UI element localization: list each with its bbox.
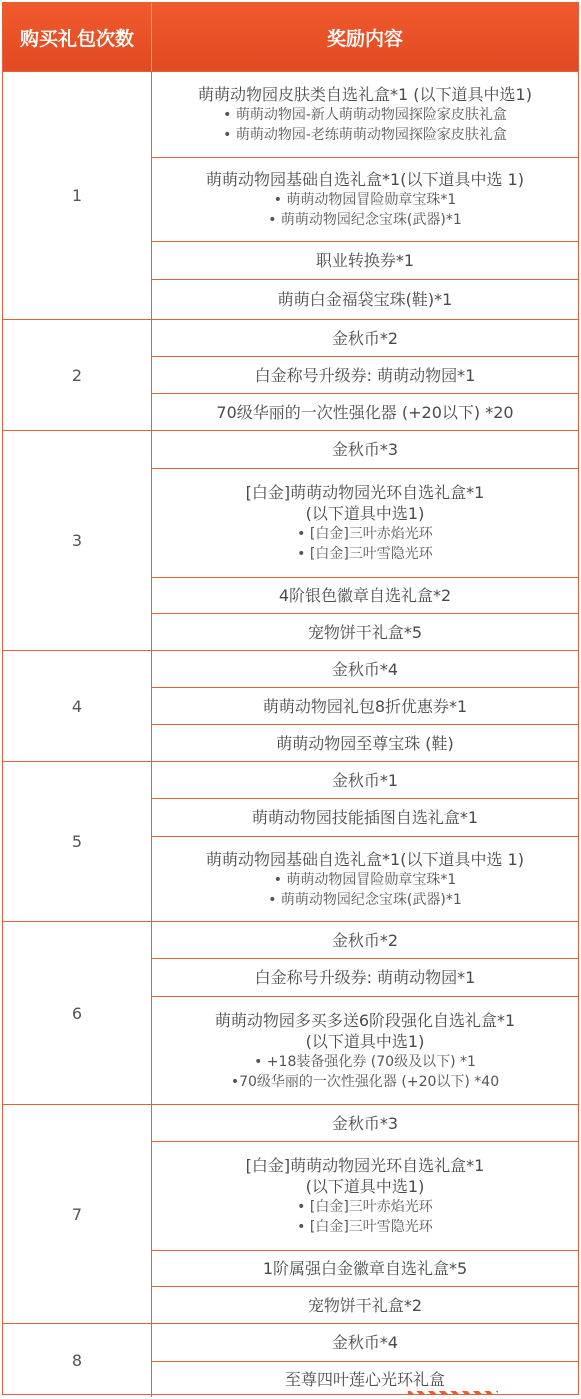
- reward-title: 至尊四叶莲心光环礼盒: [284, 1370, 445, 1389]
- reward-title: 宠物饼干礼盒*2: [307, 1295, 423, 1315]
- reward-title: (以下道具中选1): [305, 1177, 425, 1196]
- reward-title: 萌萌动物园多买多送6阶段强化自选礼盒*1: [214, 1010, 516, 1030]
- reward-option: • [白金]三叶雪隐光环: [297, 546, 433, 562]
- reward-list: [152, 320, 578, 430]
- header-reward-content: 奖励内容: [326, 27, 403, 50]
- reward-list: [152, 431, 578, 650]
- reward-title: 职业转换券*1: [315, 251, 415, 270]
- purchase-count-cell: 7: [3, 1105, 152, 1323]
- reward-title: 金秋币*1: [331, 770, 399, 790]
- header-purchase-count: 购买礼包次数: [3, 3, 152, 71]
- purchase-group: [3, 71, 578, 319]
- reward-title: [白金]萌萌动物园光环自选礼盒*1: [245, 483, 485, 502]
- reward-item: [152, 1286, 578, 1323]
- reward-item: [152, 1141, 578, 1250]
- purchase-group: [3, 430, 578, 650]
- reward-item: [152, 762, 578, 798]
- reward-item: [152, 1250, 578, 1286]
- reward-title: [白金]萌萌动物园光环自选礼盒*1: [245, 1156, 485, 1175]
- reward-title: 萌萌动物园皮肤类自选礼盒*1 (以下道具中选1): [198, 85, 532, 104]
- reward-item: [152, 320, 578, 356]
- reward-table: [2, 2, 579, 1395]
- reward-item: [152, 613, 578, 650]
- reward-item: [152, 577, 578, 613]
- purchase-count-cell: 4: [3, 651, 152, 761]
- purchase-group: [3, 761, 578, 921]
- reward-title: 萌萌动物园礼包8折优惠券*1: [262, 696, 468, 716]
- reward-title: 金秋币*4: [331, 659, 399, 679]
- reward-list: [152, 72, 578, 319]
- reward-option: • +18装备强化券 (70级及以下) *1: [254, 1053, 476, 1070]
- reward-option: • 萌萌动物园纪念宝珠(武器)*1: [268, 212, 462, 228]
- purchase-group: [3, 319, 578, 430]
- reward-item: [152, 724, 578, 761]
- purchase-group: [3, 650, 578, 761]
- reward-item: [152, 651, 578, 687]
- table-body: [3, 71, 578, 1397]
- reward-item: [152, 922, 578, 958]
- reward-option: •70级华丽的一次性强化器 (+20以下) *40: [230, 1073, 500, 1090]
- reward-title: 白金称号升级券: 萌萌动物园*1: [254, 365, 476, 385]
- reward-title: 金秋币*2: [331, 328, 399, 348]
- reward-option: • 萌萌动物园纪念宝珠(武器)*1: [268, 891, 462, 908]
- reward-item: [152, 1324, 578, 1361]
- reward-item: [152, 241, 578, 279]
- purchase-count-cell: 3: [3, 431, 152, 650]
- reward-list: [152, 762, 578, 921]
- reward-item: [152, 356, 578, 393]
- reward-item: [152, 958, 578, 996]
- reward-item: [152, 72, 578, 157]
- reward-item: [152, 996, 578, 1104]
- purchase-group: [3, 921, 578, 1104]
- reward-title: 萌萌动物园至尊宝珠 (鞋): [276, 733, 454, 753]
- reward-list: [152, 1105, 578, 1323]
- reward-title: (以下道具中选1): [305, 1031, 425, 1051]
- reward-option: • [白金]三叶赤焰光环: [297, 526, 433, 542]
- reward-list: [152, 1324, 578, 1397]
- reward-title: 宠物饼干礼盒*5: [307, 622, 423, 642]
- reward-option: • 萌萌动物园-老练萌萌动物园探险家皮肤礼盒: [223, 127, 507, 143]
- reward-option: • 萌萌动物园冒险勋章宝珠*1: [273, 192, 457, 208]
- purchase-group: [3, 1323, 578, 1397]
- reward-option: • 萌萌动物园冒险勋章宝珠*1: [273, 871, 457, 888]
- reward-title: 萌萌动物园技能插图自选礼盒*1: [251, 808, 479, 827]
- reward-option: • [白金]三叶雪隐光环: [297, 1219, 433, 1235]
- reward-title: 金秋币*4: [331, 1333, 399, 1352]
- reward-item: [152, 687, 578, 724]
- reward-item: [152, 431, 578, 468]
- purchase-count-cell: 2: [3, 320, 152, 430]
- reward-item: [152, 393, 578, 430]
- reward-title: 萌萌动物园基础自选礼盒*1(以下道具中选 1): [206, 170, 524, 189]
- reward-title: 70级华丽的一次性强化器 (+20以下) *20: [216, 402, 514, 422]
- reward-option: • 萌萌动物园-新人萌萌动物园探险家皮肤礼盒: [223, 107, 507, 123]
- reward-title: 4阶银色徽章自选礼盒*2: [278, 586, 452, 605]
- reward-item: [152, 157, 578, 241]
- reward-title: 白金称号升级券: 萌萌动物园*1: [254, 968, 476, 987]
- reward-option: • [白金]三叶赤焰光环: [297, 1199, 433, 1215]
- decorative-stripe: [408, 1391, 498, 1394]
- reward-title: 金秋币*3: [331, 1113, 399, 1133]
- reward-item: [152, 1105, 578, 1141]
- reward-list: [152, 922, 578, 1104]
- reward-title: 金秋币*2: [331, 930, 399, 950]
- purchase-count-cell: 1: [3, 72, 152, 319]
- reward-item: [152, 1361, 578, 1397]
- reward-title: 1阶属强白金徽章自选礼盒*5: [262, 1259, 468, 1278]
- reward-list: [152, 651, 578, 761]
- reward-item: [152, 468, 578, 577]
- reward-title: (以下道具中选1): [305, 504, 425, 523]
- reward-title: 萌萌动物园基础自选礼盒*1(以下道具中选 1): [206, 849, 524, 869]
- purchase-group: [3, 1104, 578, 1323]
- purchase-count-cell: 5: [3, 762, 152, 921]
- reward-item: [152, 836, 578, 921]
- table-header: [3, 3, 578, 71]
- reward-title: 萌萌白金福袋宝珠(鞋)*1: [277, 290, 453, 309]
- reward-title: 金秋币*3: [331, 440, 399, 459]
- reward-item: [152, 279, 578, 319]
- reward-item: [152, 798, 578, 836]
- purchase-count-cell: 8: [3, 1324, 152, 1397]
- purchase-count-cell: 6: [3, 922, 152, 1104]
